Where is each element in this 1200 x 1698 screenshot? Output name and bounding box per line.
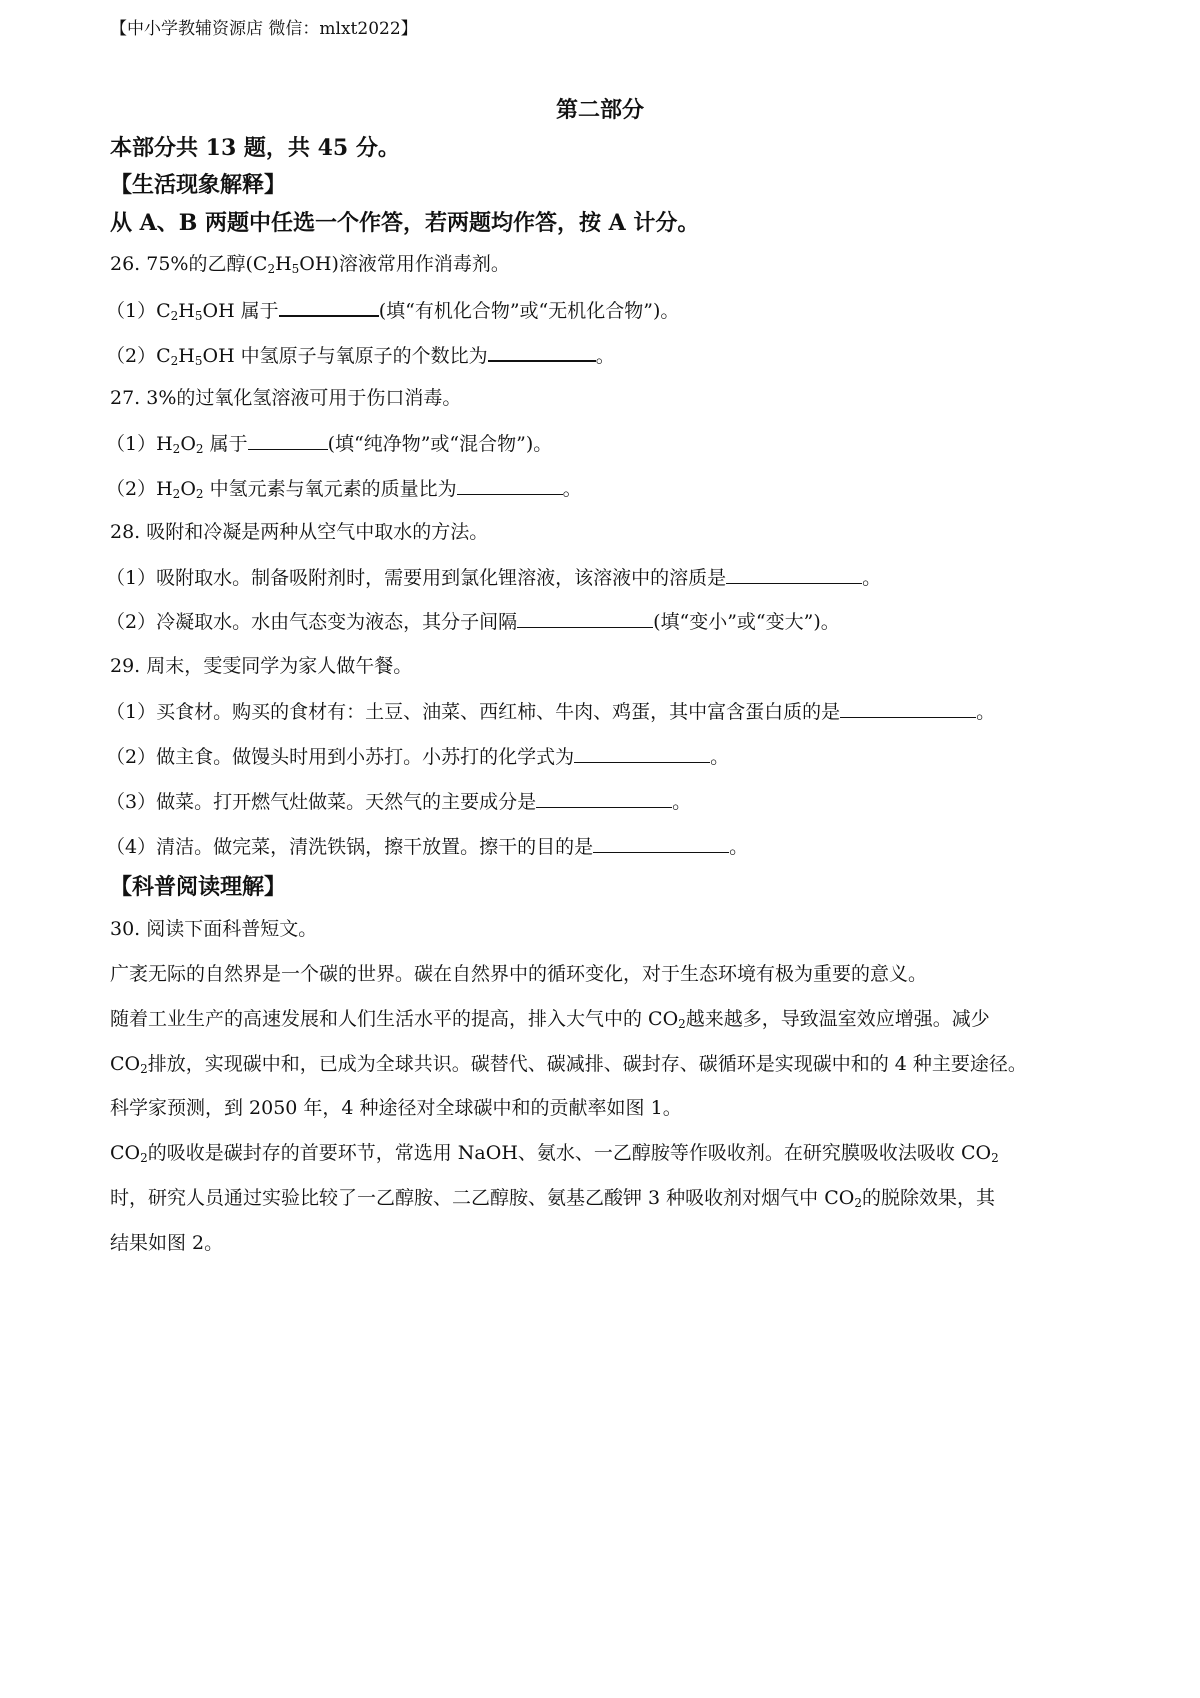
- q29-sub1-answer-blank[interactable]: [840, 699, 976, 718]
- q30-paragraph-3-line-1: $CO_2$的吸收是碳封存的首要环节，常选用 NaOH、氨水、一乙醇胺等作吸收剂。在研究膜吸收法吸收 $CO_2$: [110, 1142, 999, 1165]
- q28-stem: 28. 吸附和冷凝是两种从空气中取水的方法。: [110, 521, 489, 543]
- q29-sub3: （3）做菜。打开燃气灶做菜。天然气的主要成分是 。: [106, 791, 692, 813]
- q30-paragraph-2-line-1: 随着工业生产的高速发展和人们生活水平的提高，排入大气中的 $CO_2$越来越多，导致温室效应增强。减少: [110, 1008, 990, 1031]
- part-intro: 本部分共 13 题，共 45 分。: [110, 135, 400, 161]
- q26-stem: 26. 75%的乙醇$(C_2H_5OH)$溶液常用作消毒剂。: [110, 253, 510, 276]
- q27-sub1: $(1)H_2O_2$ 属于 (填“纯净物”或“混合物”)。: [106, 433, 553, 456]
- q29-sub4-answer-blank[interactable]: [593, 834, 729, 853]
- q29-sub3-answer-blank[interactable]: [536, 789, 672, 808]
- q29-sub2-answer-blank[interactable]: [574, 744, 710, 763]
- q27-stem: 27. 3%的过氧化氢溶液可用于伤口消毒。: [110, 387, 462, 409]
- header-watermark: 【中小学教辅资源店 微信：mlxt2022】: [110, 19, 418, 39]
- q26-sub2: $(2)C_2H_5OH$ 中氢原子与氧原子的个数比为 。: [106, 342, 615, 368]
- q30-paragraph-2-line-3: 科学家预测，到 2050 年，4 种途径对全球碳中和的贡献率如图 1。: [110, 1097, 682, 1119]
- part-title: 第二部分: [555, 97, 644, 123]
- q29-sub1: （1）买食材。购买的食材有：土豆、油菜、西红柿、牛肉、鸡蛋，其中富含蛋白质的是 。: [106, 701, 996, 723]
- section-heading-reading: 【科普阅读理解】: [110, 874, 287, 900]
- choice-instruction: 从 A、B 两题中任选一个作答，若两题均作答，按 A 计分。: [110, 210, 700, 236]
- q30-paragraph-1: 广袤无际的自然界是一个碳的世界。碳在自然界中的循环变化，对于生态环境有极为重要的意义。: [110, 963, 928, 985]
- q27-sub1-answer-blank[interactable]: [248, 431, 328, 450]
- q26-sub1-answer-blank[interactable]: [279, 297, 379, 317]
- q28-sub2-answer-blank[interactable]: [517, 609, 653, 628]
- q27-sub2-answer-blank[interactable]: [457, 476, 563, 495]
- q26-sub2-answer-blank[interactable]: [488, 342, 596, 362]
- q26-sub1: $(1)C_2H_5OH$ 属于 (填“有机化合物”或“无机化合物”)。: [106, 297, 679, 323]
- q29-sub2: （2）做主食。做馒头时用到小苏打。小苏打的化学式为 。: [106, 746, 730, 768]
- q30-paragraph-3-line-2: 时，研究人员通过实验比较了一乙醇胺、二乙醇胺、氨基乙酸钾 3 种吸收剂对烟气中 $CO_2$的脱除效果，其: [110, 1187, 995, 1210]
- q28-sub1-answer-blank[interactable]: [726, 565, 862, 584]
- q28-sub1: （1）吸附取水。制备吸附剂时，需要用到氯化锂溶液，该溶液中的溶质是 。: [106, 567, 882, 589]
- q29-stem: 29. 周末，雯雯同学为家人做午餐。: [110, 655, 413, 677]
- q30-stem: 30. 阅读下面科普短文。: [110, 918, 318, 940]
- q27-sub2: $(2)H_2O_2$ 中氢元素与氧元素的质量比为 。: [106, 478, 582, 501]
- q29-sub4: （4）清洁。做完菜，清洗铁锅，擦干放置。擦干的目的是 。: [106, 836, 749, 858]
- q30-paragraph-2-line-2: $CO_2$排放，实现碳中和，已成为全球共识。碳替代、碳减排、碳封存、碳循环是实现碳中和的 4 种主要途径。: [110, 1053, 1027, 1076]
- q30-paragraph-3-line-3: 结果如图 2。: [110, 1232, 224, 1254]
- q28-sub2: （2）冷凝取水。水由气态变为液态，其分子间隔 (填“变小”或“变大”)。: [106, 611, 840, 633]
- section-heading-life: 【生活现象解释】: [110, 172, 287, 198]
